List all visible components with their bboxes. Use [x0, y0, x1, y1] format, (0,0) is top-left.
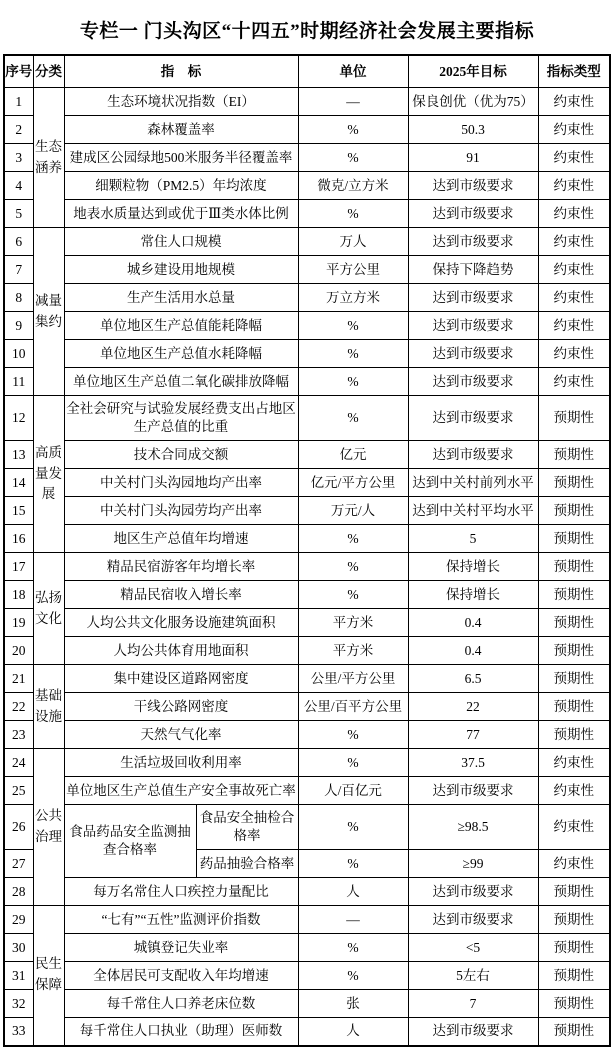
target-cell: 达到中关村前列水平: [408, 469, 538, 497]
table-row: [4, 497, 610, 525]
row-number-cell: 21: [4, 665, 33, 693]
row-number-cell: 7: [4, 256, 33, 284]
target-cell: 达到市级要求: [408, 906, 538, 934]
unit-cell: %: [298, 340, 408, 368]
target-cell: 达到市级要求: [408, 396, 538, 441]
type-cell: 约束性: [538, 340, 610, 368]
type-cell: 预期性: [538, 990, 610, 1018]
row-number-cell: 28: [4, 878, 33, 906]
type-cell: 约束性: [538, 172, 610, 200]
indicator-group-cell: 食品药品安全监测抽查合格率: [64, 805, 196, 878]
row-number-cell: 1: [4, 88, 33, 116]
indicator-cell: 人均公共体育用地面积: [64, 637, 298, 665]
row-number-cell: 6: [4, 228, 33, 256]
indicator-cell: 常住人口规模: [64, 228, 298, 256]
target-cell: 保良创优（优为75）: [408, 88, 538, 116]
unit-cell: %: [298, 850, 408, 878]
table-row: [4, 441, 610, 469]
header-type: 指标类型: [538, 55, 610, 88]
indicator-cell: 全社会研究与试验发展经费支出占地区生产总值的比重: [64, 396, 298, 441]
type-cell: 预期性: [538, 721, 610, 749]
unit-cell: %: [298, 934, 408, 962]
type-cell: 预期性: [538, 934, 610, 962]
unit-cell: %: [298, 144, 408, 172]
target-cell: 50.3: [408, 116, 538, 144]
indicator-cell: 药品抽验合格率: [196, 850, 298, 878]
type-cell: 预期性: [538, 469, 610, 497]
table-row: [4, 721, 610, 749]
table-row: [4, 396, 610, 441]
header-no: 序号: [4, 55, 33, 88]
table-row: [4, 553, 610, 581]
type-cell: 预期性: [538, 637, 610, 665]
type-cell: 预期性: [538, 878, 610, 906]
type-cell: 约束性: [538, 200, 610, 228]
unit-cell: 公里/百平方公里: [298, 693, 408, 721]
unit-cell: %: [298, 312, 408, 340]
table-row: [4, 200, 610, 228]
table-row: [4, 284, 610, 312]
indicator-cell: 单位地区生产总值生产安全事故死亡率: [64, 777, 298, 805]
indicator-cell: 城乡建设用地规模: [64, 256, 298, 284]
unit-cell: 人/百亿元: [298, 777, 408, 805]
table-row: [4, 934, 610, 962]
indicator-cell: 精品民宿收入增长率: [64, 581, 298, 609]
target-cell: 91: [408, 144, 538, 172]
table-row: [4, 990, 610, 1018]
type-cell: 预期性: [538, 665, 610, 693]
target-cell: 达到市级要求: [408, 200, 538, 228]
category-cell: 基础设施: [33, 665, 64, 749]
unit-cell: %: [298, 581, 408, 609]
type-cell: 预期性: [538, 553, 610, 581]
type-cell: 约束性: [538, 312, 610, 340]
target-cell: 5: [408, 525, 538, 553]
type-cell: 约束性: [538, 777, 610, 805]
indicator-cell: 城镇登记失业率: [64, 934, 298, 962]
table-row: [4, 469, 610, 497]
row-number-cell: 25: [4, 777, 33, 805]
indicator-cell: 生活垃圾回收利用率: [64, 749, 298, 777]
unit-cell: %: [298, 200, 408, 228]
row-number-cell: 15: [4, 497, 33, 525]
unit-cell: —: [298, 906, 408, 934]
target-cell: 达到市级要求: [408, 228, 538, 256]
unit-cell: 万元/人: [298, 497, 408, 525]
table-row: [4, 312, 610, 340]
target-cell: 达到中关村平均水平: [408, 497, 538, 525]
row-number-cell: 5: [4, 200, 33, 228]
indicator-cell: 干线公路网密度: [64, 693, 298, 721]
table-row: [4, 878, 610, 906]
target-cell: 达到市级要求: [408, 878, 538, 906]
unit-cell: 人: [298, 1018, 408, 1046]
target-cell: 22: [408, 693, 538, 721]
row-number-cell: 20: [4, 637, 33, 665]
target-cell: <5: [408, 934, 538, 962]
table-row: [4, 172, 610, 200]
row-number-cell: 9: [4, 312, 33, 340]
target-cell: 达到市级要求: [408, 172, 538, 200]
target-cell: 达到市级要求: [408, 368, 538, 396]
header-indicator: 指 标: [64, 55, 298, 88]
type-cell: 约束性: [538, 228, 610, 256]
row-number-cell: 10: [4, 340, 33, 368]
row-number-cell: 11: [4, 368, 33, 396]
type-cell: 预期性: [538, 1018, 610, 1046]
category-cell: 民生保障: [33, 906, 64, 1046]
target-cell: ≥99: [408, 850, 538, 878]
target-cell: 达到市级要求: [408, 777, 538, 805]
target-cell: 达到市级要求: [408, 1018, 538, 1046]
target-cell: 0.4: [408, 609, 538, 637]
indicator-cell: 集中建设区道路网密度: [64, 665, 298, 693]
type-cell: 约束性: [538, 749, 610, 777]
target-cell: 保持下降趋势: [408, 256, 538, 284]
category-cell: 减量集约: [33, 228, 64, 396]
target-cell: 6.5: [408, 665, 538, 693]
indicator-cell: 人均公共文化服务设施建筑面积: [64, 609, 298, 637]
indicator-cell: 生产生活用水总量: [64, 284, 298, 312]
type-cell: 约束性: [538, 256, 610, 284]
row-number-cell: 3: [4, 144, 33, 172]
type-cell: 预期性: [538, 693, 610, 721]
indicator-cell: 单位地区生产总值水耗降幅: [64, 340, 298, 368]
table-row: [4, 368, 610, 396]
header-unit: 单位: [298, 55, 408, 88]
type-cell: 约束性: [538, 88, 610, 116]
row-number-cell: 17: [4, 553, 33, 581]
row-number-cell: 33: [4, 1018, 33, 1046]
type-cell: 约束性: [538, 850, 610, 878]
category-cell: 生态涵养: [33, 88, 64, 228]
row-number-cell: 27: [4, 850, 33, 878]
target-cell: 37.5: [408, 749, 538, 777]
unit-cell: %: [298, 721, 408, 749]
unit-cell: %: [298, 116, 408, 144]
indicator-cell: 生态环境状况指数（EI）: [64, 88, 298, 116]
indicator-cell: 食品安全抽检合格率: [196, 805, 298, 850]
target-cell: 达到市级要求: [408, 340, 538, 368]
table-row: [4, 1018, 610, 1046]
indicator-cell: 每千常住人口养老床位数: [64, 990, 298, 1018]
target-cell: 达到市级要求: [408, 312, 538, 340]
unit-cell: 万人: [298, 228, 408, 256]
indicator-cell: 建成区公园绿地500米服务半径覆盖率: [64, 144, 298, 172]
row-number-cell: 16: [4, 525, 33, 553]
unit-cell: %: [298, 962, 408, 990]
row-number-cell: 26: [4, 805, 33, 850]
row-number-cell: 18: [4, 581, 33, 609]
type-cell: 约束性: [538, 805, 610, 850]
unit-cell: %: [298, 749, 408, 777]
indicator-cell: 天然气气化率: [64, 721, 298, 749]
category-cell: 高质量发展: [33, 396, 64, 553]
table-row: [4, 256, 610, 284]
header-target: 2025年目标: [408, 55, 538, 88]
row-number-cell: 13: [4, 441, 33, 469]
unit-cell: %: [298, 396, 408, 441]
indicator-cell: 技术合同成交额: [64, 441, 298, 469]
row-number-cell: 12: [4, 396, 33, 441]
row-number-cell: 31: [4, 962, 33, 990]
target-cell: 77: [408, 721, 538, 749]
indicator-cell: “七有”“五性”监测评价指数: [64, 906, 298, 934]
table-row: [4, 693, 610, 721]
unit-cell: 平方公里: [298, 256, 408, 284]
target-cell: 5左右: [408, 962, 538, 990]
unit-cell: 人: [298, 878, 408, 906]
type-cell: 预期性: [538, 962, 610, 990]
table-row: [4, 665, 610, 693]
indicator-cell: 中关村门头沟园劳均产出率: [64, 497, 298, 525]
target-cell: 保持增长: [408, 553, 538, 581]
indicator-cell: 每千常住人口执业（助理）医师数: [64, 1018, 298, 1046]
page-title: 专栏一 门头沟区“十四五”时期经济社会发展主要指标: [79, 21, 535, 42]
table-row: [4, 906, 610, 934]
header-row: [4, 55, 610, 88]
row-number-cell: 32: [4, 990, 33, 1018]
table-row: [4, 116, 610, 144]
target-cell: 保持增长: [408, 581, 538, 609]
table-row: [4, 340, 610, 368]
row-number-cell: 2: [4, 116, 33, 144]
row-number-cell: 14: [4, 469, 33, 497]
indicators-table: [3, 54, 611, 1047]
unit-cell: 亿元: [298, 441, 408, 469]
table-row: [4, 962, 610, 990]
table-row: [4, 88, 610, 116]
row-number-cell: 4: [4, 172, 33, 200]
table-row: [4, 749, 610, 777]
unit-cell: 张: [298, 990, 408, 1018]
type-cell: 预期性: [538, 396, 610, 441]
row-number-cell: 30: [4, 934, 33, 962]
row-number-cell: 23: [4, 721, 33, 749]
target-cell: 7: [408, 990, 538, 1018]
indicator-cell: 地区生产总值年均增速: [64, 525, 298, 553]
table-row: [4, 805, 610, 850]
target-cell: ≥98.5: [408, 805, 538, 850]
type-cell: 约束性: [538, 144, 610, 172]
category-cell: 弘扬文化: [33, 553, 64, 665]
indicator-cell: 每万名常住人口疾控力量配比: [64, 878, 298, 906]
table-row: [4, 609, 610, 637]
type-cell: 约束性: [538, 368, 610, 396]
header-category: 分类: [33, 55, 64, 88]
unit-cell: 平方米: [298, 637, 408, 665]
category-cell: 公共治理: [33, 749, 64, 906]
type-cell: 预期性: [538, 497, 610, 525]
indicator-cell: 单位地区生产总值能耗降幅: [64, 312, 298, 340]
unit-cell: %: [298, 805, 408, 850]
unit-cell: 万立方米: [298, 284, 408, 312]
table-row: [4, 777, 610, 805]
table-row: [4, 637, 610, 665]
unit-cell: %: [298, 368, 408, 396]
table-row: [4, 144, 610, 172]
unit-cell: 平方米: [298, 609, 408, 637]
table-row: [4, 228, 610, 256]
type-cell: 预期性: [538, 441, 610, 469]
indicator-cell: 森林覆盖率: [64, 116, 298, 144]
indicator-cell: 单位地区生产总值二氧化碳排放降幅: [64, 368, 298, 396]
unit-cell: 公里/平方公里: [298, 665, 408, 693]
indicator-cell: 精品民宿游客年均增长率: [64, 553, 298, 581]
type-cell: 约束性: [538, 284, 610, 312]
target-cell: 达到市级要求: [408, 441, 538, 469]
target-cell: 达到市级要求: [408, 284, 538, 312]
type-cell: 预期性: [538, 609, 610, 637]
indicator-cell: 中关村门头沟园地均产出率: [64, 469, 298, 497]
indicator-cell: 细颗粒物（PM2.5）年均浓度: [64, 172, 298, 200]
type-cell: 约束性: [538, 116, 610, 144]
indicator-cell: 全体居民可支配收入年均增速: [64, 962, 298, 990]
indicator-cell: 地表水质量达到或优于Ⅲ类水体比例: [64, 200, 298, 228]
target-cell: 0.4: [408, 637, 538, 665]
unit-cell: %: [298, 525, 408, 553]
table-row: [4, 581, 610, 609]
type-cell: 预期性: [538, 581, 610, 609]
unit-cell: 亿元/平方公里: [298, 469, 408, 497]
type-cell: 预期性: [538, 525, 610, 553]
unit-cell: %: [298, 553, 408, 581]
row-number-cell: 22: [4, 693, 33, 721]
unit-cell: —: [298, 88, 408, 116]
row-number-cell: 19: [4, 609, 33, 637]
row-number-cell: 29: [4, 906, 33, 934]
row-number-cell: 24: [4, 749, 33, 777]
unit-cell: 微克/立方米: [298, 172, 408, 200]
type-cell: 预期性: [538, 906, 610, 934]
row-number-cell: 8: [4, 284, 33, 312]
table-row: [4, 525, 610, 553]
